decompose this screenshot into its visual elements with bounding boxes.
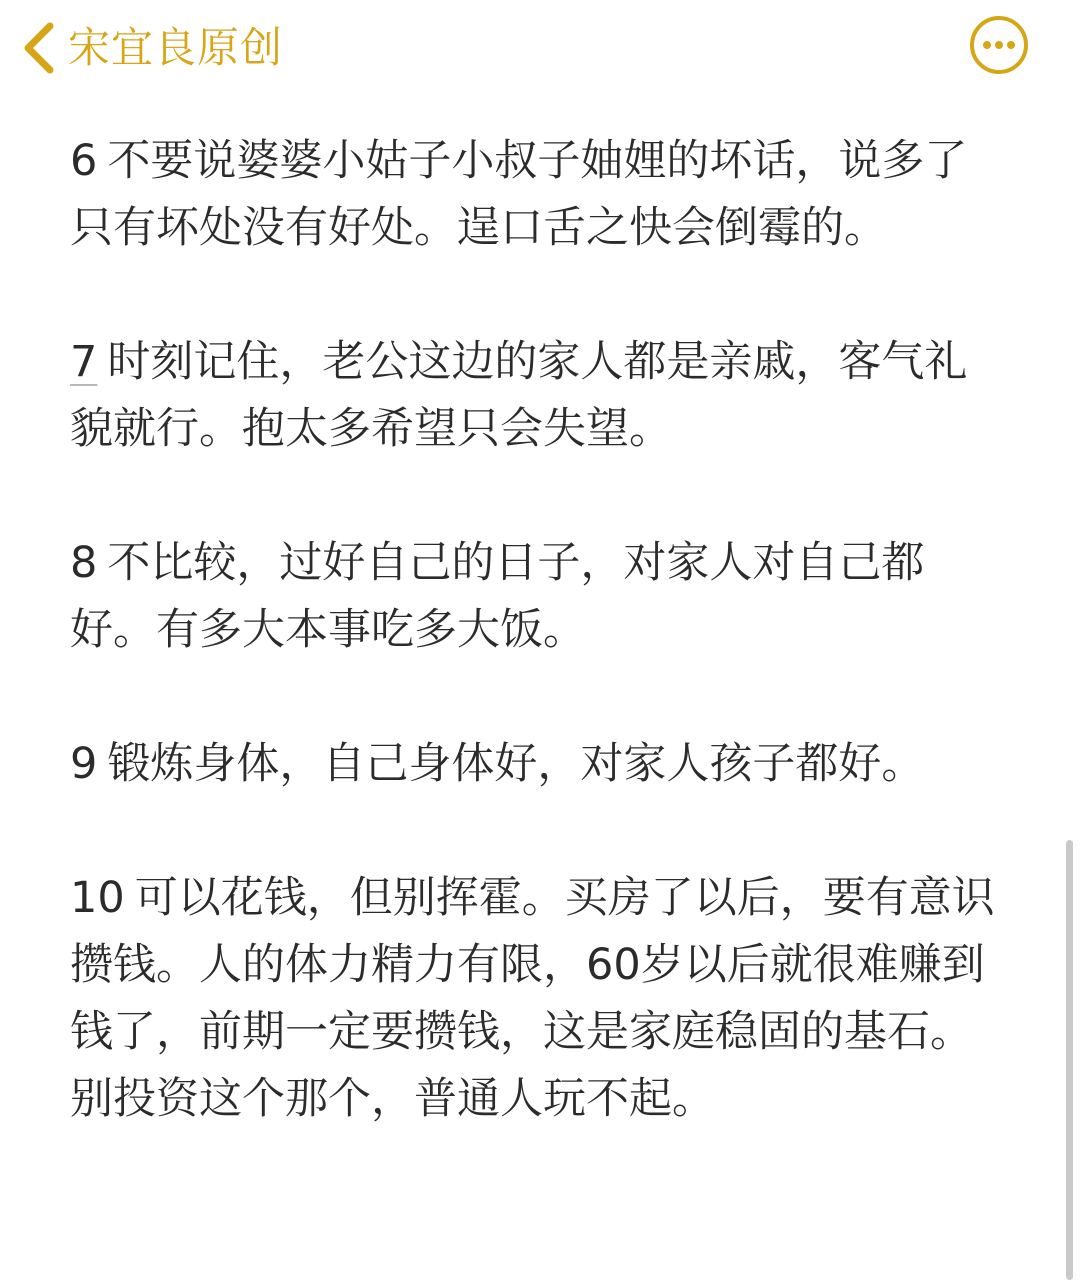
paragraph-number: 10 <box>70 873 125 923</box>
note-paragraph <box>70 731 1010 798</box>
chevron-left-icon <box>18 20 58 76</box>
vertical-scrollbar[interactable] <box>1066 840 1073 1280</box>
navigation-bar <box>0 0 1080 96</box>
paragraph-text: 锻炼身体，自己身体好，对家人孩子都好。 <box>107 739 925 789</box>
paragraph-text: 时刻记住，老公这边的家人都是亲戚，客气礼貌就行。抱太多希望只会失望。 <box>70 337 968 454</box>
paragraph-number: 6 <box>70 136 98 186</box>
note-paragraph <box>70 530 1010 664</box>
note-paragraph <box>70 865 1010 1133</box>
paragraph-number: 9 <box>70 739 98 789</box>
note-paragraph <box>70 329 1010 463</box>
folder-title: 宋宜良原创 <box>68 23 284 72</box>
paragraph-number: 8 <box>70 538 98 588</box>
more-horizontal-circle-icon <box>969 60 1029 79</box>
note-paragraph <box>70 128 1010 262</box>
paragraph-text: 不要说婆婆小姑子小叔子妯娌的坏话，说多了只有坏处没有好处。逞口舌之快会倒霉的。 <box>70 136 968 253</box>
more-options-button[interactable] <box>969 15 1029 75</box>
back-button[interactable] <box>18 8 283 88</box>
paragraph-text: 可以花钱，但别挥霍。买房了以后，要有意识攒钱。人的体力精力有限，60岁以后就很难赚到钱了，前期一定要攒钱，这是家庭稳固的基石。别投资这个那个，普通人玩不起。 <box>70 873 995 1124</box>
note-content[interactable] <box>70 128 1010 1133</box>
paragraph-text: 不比较，过好自己的日子，对家人对自己都好。有多大本事吃多大饭。 <box>70 538 925 655</box>
paragraph-number: 7 <box>70 337 98 387</box>
